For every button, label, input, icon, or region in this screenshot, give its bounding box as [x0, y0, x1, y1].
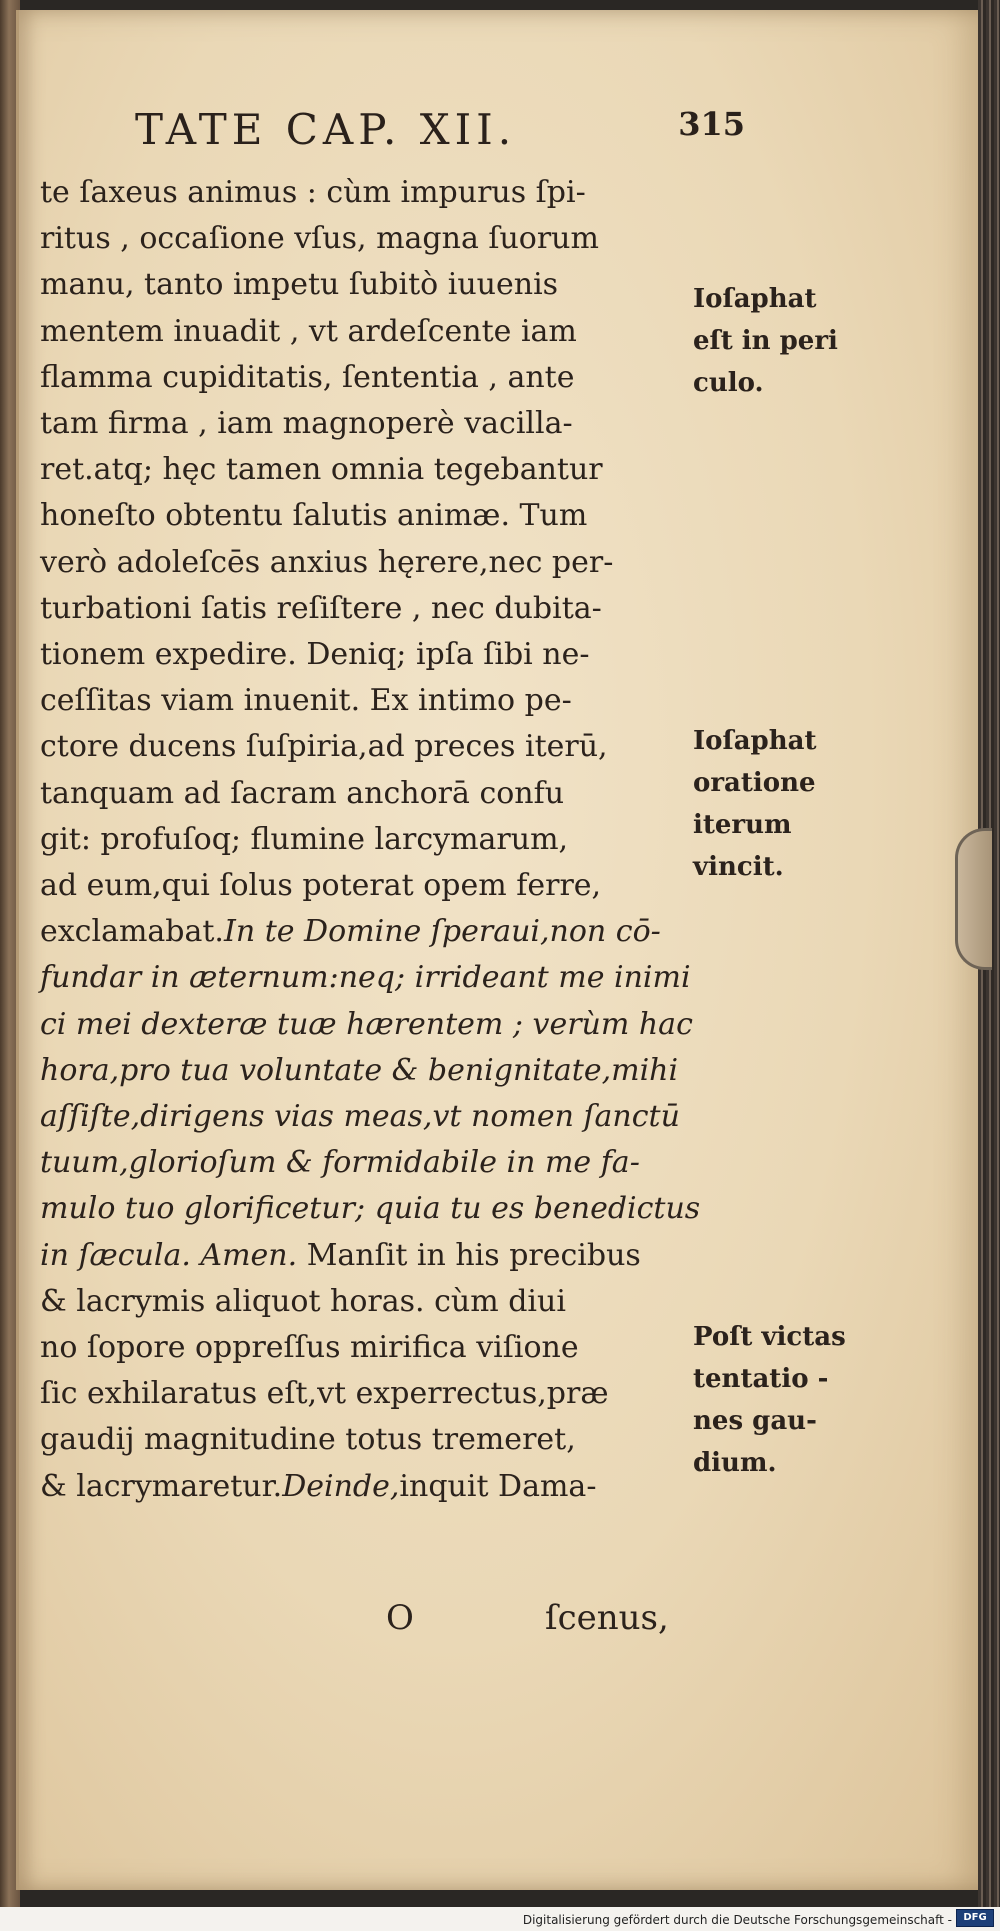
margin-note-line: culo. — [693, 368, 764, 398]
footer-credit: Digitalisierung gefördert durch die Deutsche Forschungsgemeinschaft - — [522, 1913, 952, 1927]
text-span: Manſit in his precibus — [297, 1237, 641, 1273]
text-line: ad eum,qui ſolus poterat opem ferre, — [40, 868, 602, 904]
main-text-block — [40, 170, 701, 1510]
text-line: tam firma , iam magnoperè vacilla- — [40, 406, 573, 442]
dfg-logo-icon: DFG — [956, 1909, 994, 1927]
text-line: te ſaxeus animus : cùm impurus ſpi- — [40, 175, 586, 210]
text-line: mentem inuadit , vt ardeſcente iam — [40, 313, 577, 349]
catchword: ſcenus, — [545, 1598, 669, 1638]
text-line: honeſto obtentu ſalutis animæ. Tum — [40, 498, 588, 534]
margin-note-line: tentatio - — [693, 1364, 829, 1394]
text-line: ritus , occaſione vſus, magna ſuorum — [40, 221, 599, 257]
text-line: no ſopore oppreſſus mirifica viſione — [40, 1330, 579, 1366]
text-span: inquit Dama- — [399, 1468, 597, 1504]
text-span-italic: Deinde, — [282, 1468, 400, 1504]
text-line: flamma cupiditatis, ſententia , ante — [40, 359, 575, 395]
text-line: git: profuſoq; flumine larcymarum, — [40, 821, 569, 857]
text-line — [40, 909, 692, 955]
text-span: exclamabat. — [40, 914, 224, 950]
margin-note — [693, 278, 838, 404]
page-number: 315 — [678, 105, 745, 143]
text-line: manu, tanto impetu ſubitò iuuenis — [40, 267, 559, 303]
text-span-italic: in ſæcula. Amen. — [40, 1237, 298, 1273]
book-clasp — [955, 828, 992, 970]
margin-note-line: iterum — [693, 810, 792, 840]
text-line: tanquam ad ſacram anchorā confu — [40, 775, 565, 811]
text-line-italic: fundar in æternum:neq; irrideant me inimi — [40, 960, 691, 996]
margin-note-line: Poſt victas — [693, 1322, 846, 1352]
margin-note-line: vincit. — [693, 852, 784, 882]
text-line: tionem expedire. Deniq; ipſa ſibi ne- — [40, 637, 590, 673]
text-line — [40, 1233, 692, 1279]
text-line: turbationi ſatis reſiſtere , nec dubita- — [40, 590, 602, 626]
text-line-italic: ci mei dexteræ tuæ hærentem ; verùm hac — [40, 1006, 693, 1042]
footer-bar — [0, 1907, 1000, 1931]
margin-note-line: eſt in peri — [693, 326, 838, 356]
margin-note-line: Ioſaphat — [693, 726, 817, 756]
text-line: gaudij magnitudine totus tremeret, — [40, 1422, 576, 1458]
text-line: ſic exhilaratus eſt,vt experrectus,præ — [40, 1376, 609, 1412]
text-line: ctore ducens ſuſpiria,ad preces iterū, — [40, 729, 608, 765]
text-line-italic: aſſiſte,dirigens vias meas,vt nomen ſanctū — [40, 1099, 680, 1135]
margin-note-line: dium. — [693, 1448, 777, 1478]
text-line: & lacrymis aliquot horas. cùm diui — [40, 1283, 566, 1319]
margin-note-line: oratione — [693, 768, 816, 798]
text-line: ceſſitas viam inuenit. Ex intimo pe- — [40, 683, 572, 719]
text-line-italic: hora,pro tua voluntate & benignitate,mihi — [40, 1052, 679, 1088]
page-header — [135, 105, 745, 169]
signature-mark: O — [386, 1598, 414, 1638]
text-line-italic: tuum,glorioſum & formidabile in me fa- — [40, 1145, 640, 1181]
running-head: TATE CAP. XII. — [135, 105, 517, 154]
text-line: ret.atq; hęc tamen omnia tegebantur — [40, 452, 603, 488]
margin-note-line: Ioſaphat — [693, 284, 817, 314]
margin-note-line: nes gau- — [693, 1406, 817, 1436]
text-span: & lacrymaretur. — [40, 1468, 283, 1504]
text-line: verò adoleſcēs anxius hęrere,nec per- — [40, 544, 614, 580]
text-line — [40, 1464, 692, 1510]
text-line-italic: mulo tuo glorificetur; quia tu es benedictus — [40, 1191, 701, 1227]
text-span-italic: In te Domine ſperaui,non cō- — [223, 914, 661, 950]
margin-note — [693, 1316, 846, 1484]
margin-note — [693, 720, 816, 888]
